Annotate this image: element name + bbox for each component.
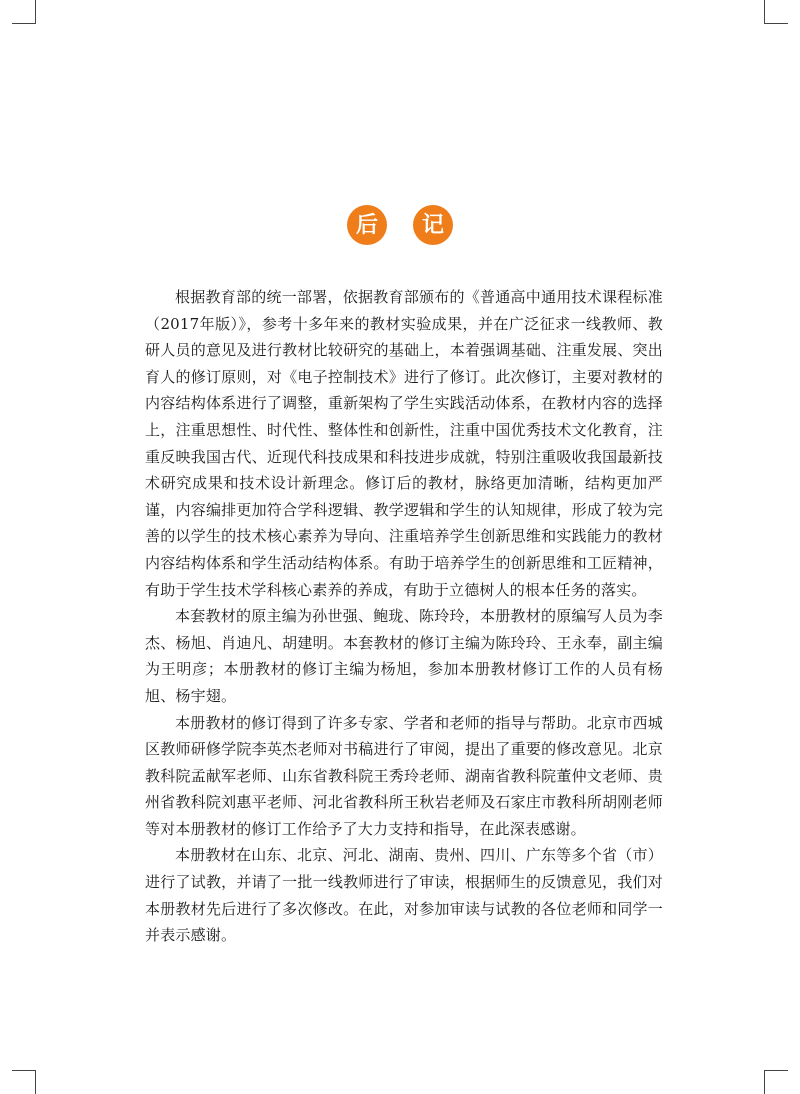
crop-mark — [12, 1070, 36, 1071]
crop-mark — [764, 1070, 788, 1071]
crop-mark — [35, 0, 36, 24]
crop-mark — [764, 1070, 765, 1094]
crop-mark — [764, 23, 788, 24]
crop-mark — [12, 23, 36, 24]
paragraph: 根据教育部的统一部署，依据教育部颁布的《普通高中通用技术课程标准（2017年版）》，参考十多年来的教材实验成果，并在广泛征求一线教师、教研人员的意见及进行教材比较研究的基础上，本着强调基础、注重发展、突出育人的修订原则，对《电子控制技术》进行了修订。此次修订，主要对教材的内容结构体系进行了调整，重新架构了学生实践活动体系，在教材内容的选择上，注重思想性、时代性、整体性和创新性，注重中国优秀技术文化教育，注重反映我国古代、近现代科技成果和科技进步成就，特别注重吸收我国最新技术研究成果和技术设计新理念。修订后的教材，脉络更加清晰，结构更加严谨，内容编排更加符合学科逻辑、教学逻辑和学生的认知规律，形成了较为完善的以学生的技术核心素养为导向、注重培养学生创新思维和实践能力的教材内容结构体系和学生活动结构体系。有助于培养学生的创新思维和工匠精神，有助于学生技术学科核心素养的养成，有助于立德树人的根本任务的落实。 — [145, 288, 663, 599]
title-char-circle: 后 — [347, 205, 387, 245]
crop-mark — [35, 1070, 36, 1094]
crop-mark — [764, 0, 765, 24]
paragraph: 本册教材的修订得到了许多专家、学者和老师的指导与帮助。北京市西城区教师研修学院李英杰老师对书稿进行了审阅，提出了重要的修改意见。北京教科院孟献军老师、山东省教科院王秀玲老师、湖南省教科院董仲文老师、贵州省教科院刘惠平老师、河北省教科所王秋岩老师及石家庄市教科所胡刚老师等对本册教材的修订工作给予了大力支持和指导，在此深表感谢。 — [145, 713, 663, 838]
paragraph: 本册教材在山东、北京、河北、湖南、贵州、四川、广东等多个省（市）进行了试教，并请了一批一线教师进行了审读，根据师生的反馈意见，我们对本册教材先后进行了多次修改。在此，对参加审读与试教的各位老师和同学一并表示感谢。 — [145, 846, 663, 945]
paragraph: 本套教材的原主编为孙世强、鲍珑、陈玲玲，本册教材的原编写人员为李杰、杨旭、肖迪凡、胡建明。本套教材的修订主编为陈玲玲、王永奉，副主编为王明彦；本册教材的修订主编为杨旭，参加本册教材修订工作的人员有杨旭、杨宇翅。 — [145, 607, 663, 705]
title-char-circle: 记 — [413, 205, 453, 245]
page-title — [0, 205, 800, 245]
afterword-body — [145, 284, 663, 949]
